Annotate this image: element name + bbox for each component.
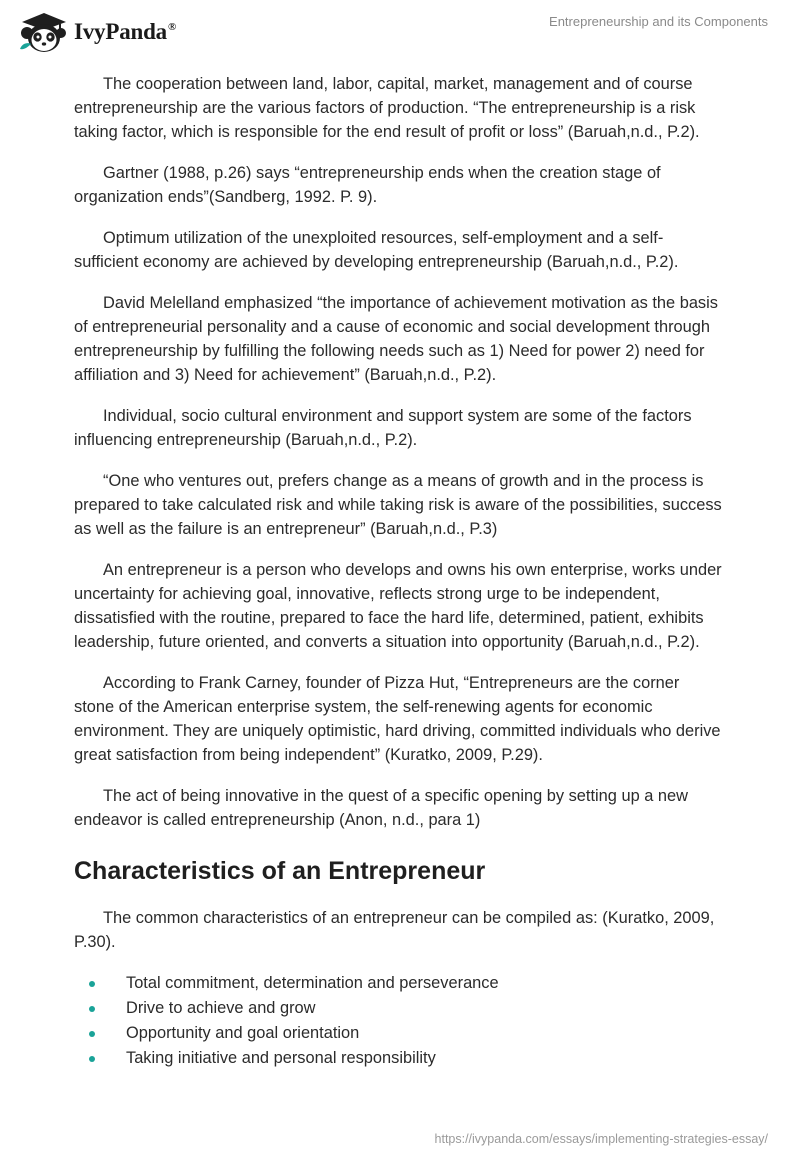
page-header [0,0,800,60]
list-item-text: Drive to achieve and grow [126,999,316,1017]
list-item [74,996,724,1021]
paragraph: The cooperation between land, labor, capital, market, management and of course entrepreneurship are the various factors of production. “The entrepreneurship is a risk taking factor, which is responsible for the end result of profit or loss” (Baruah,n.d., P.2). [74,75,700,141]
bullet-icon [89,1006,95,1012]
bullet-icon [89,1056,95,1062]
section-intro: The common characteristics of an entrepreneur can be compiled as: (Kuratko, 2009, P.30). [74,909,715,951]
paragraph: An entrepreneur is a person who develops and owns his own enterprise, works under uncertainty for achieving goal, innovative, reflects strong urge to be independent, dissatisfied with the routine, prepared to face the hard life, determined, patient, exhibits leadership, future oriented, and converts a situation into opportunity (Baruah,n.d., P.2). [74,561,722,651]
paragraph: Gartner (1988, p.26) says “entrepreneurship ends when the creation stage of organization ends”(Sandberg, 1992. P. 9). [74,164,661,206]
paragraph: “One who ventures out, prefers change as a means of growth and in the process is prepared to take calculated risk and while taking risk is aware of the possibilities, success as well as the failure is an entrepreneur” (Baruah,n.d., P.3) [74,472,722,538]
section-heading: Characteristics of an Entrepreneur [74,857,486,885]
essay-body [74,72,724,1071]
list-item [74,1046,724,1071]
list-item-text: Total commitment, determination and perseverance [126,974,499,992]
paragraph: According to Frank Carney, founder of Pizza Hut, “Entrepreneurs are the corner stone of the American enterprise system, the self-renewing agents for economic environment. They are uniquely optimistic, hard driving, committed individuals who derive great satisfaction from being independent” (Kuratko, 2009, P.29). [74,674,721,764]
paragraph: David Melelland emphasized “the importance of achievement motivation as the basis of entrepreneurial personality and a cause of economic and social development through entrepreneurship by fulfilling the following needs such as 1) Need for power 2) need for affiliation and 3) Need for achievement” (Baruah,n.d., P.2). [74,294,718,384]
list-item [74,1021,724,1046]
ivypanda-logo[interactable] [16,9,176,55]
paragraph: Individual, socio cultural environment and support system are some of the factors influencing entrepreneurship (Baruah,n.d., P.2). [74,407,692,449]
paragraph: The act of being innovative in the quest of a specific opening by setting up a new endeavor is called entrepreneurship (Anon, n.d., para 1) [74,787,688,829]
source-url[interactable]: https://ivypanda.com/essays/implementing-strategies-essay/ [434,1132,768,1146]
logo-text: IvyPanda® [74,19,177,44]
list-item-text: Opportunity and goal orientation [126,1024,360,1042]
bullet-icon [89,981,95,987]
characteristics-list [74,971,724,1071]
list-item [74,971,724,996]
document-title: Entrepreneurship and its Components [549,14,768,29]
paragraph: Optimum utilization of the unexploited resources, self-employment and a self-sufficient economy are achieved by developing entrepreneurship (Baruah,n.d., P.2). [74,229,679,271]
bullet-icon [89,1031,95,1037]
list-item-text: Taking initiative and personal responsibility [126,1049,436,1067]
panda-graduate-icon [16,9,72,55]
